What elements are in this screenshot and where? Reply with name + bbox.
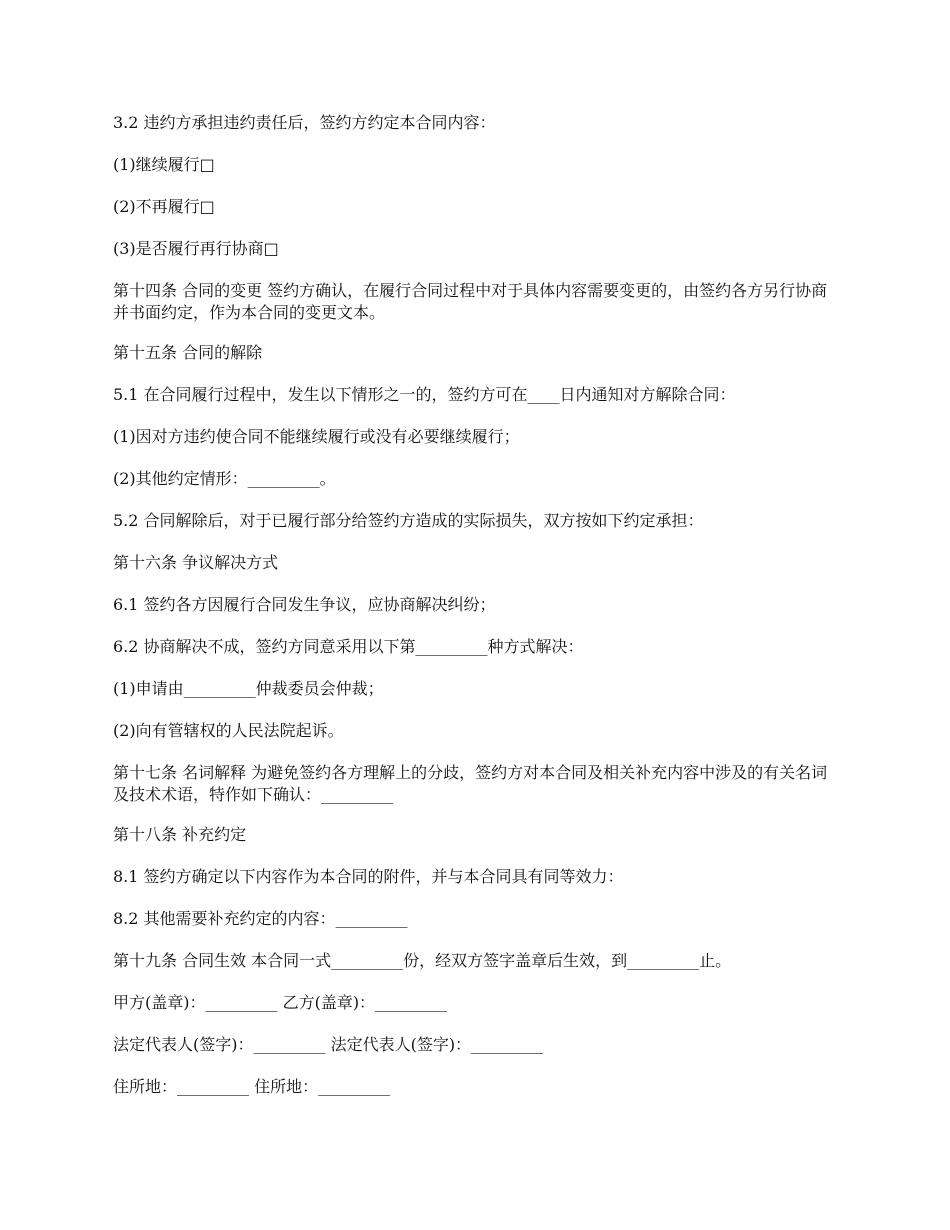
legal-representative-line: 法定代表人(签字)：_________ 法定代表人(签字)：_________ [113, 1035, 544, 1054]
option-no-longer-perform: (2)不再履行□ [113, 197, 215, 216]
termination-case-1: (1)因对方违约使合同不能继续履行或没有必要继续履行； [113, 427, 520, 446]
option-negotiate-performance: (3)是否履行再行协商□ [113, 239, 279, 258]
article-16-heading: 第十六条 争议解决方式 [113, 553, 279, 572]
termination-case-2: (2)其他约定情形：_________。 [113, 469, 336, 488]
clause-5-2: 5.2 合同解除后，对于已履行部分给签约方造成的实际损失，双方按如下约定承担： [113, 511, 704, 530]
clause-8-2: 8.2 其他需要补充约定的内容：_________ [113, 909, 408, 928]
article-18-heading: 第十八条 补充约定 [113, 825, 247, 844]
clause-8-1: 8.1 签约方确定以下内容作为本合同的附件，并与本合同具有同等效力： [113, 867, 624, 886]
address-line: 住所地：_________ 住所地：_________ [113, 1077, 391, 1096]
article-17-definitions: 第十七条 名词解释 为避免签约各方理解上的分歧，签约方对本合同及相关补充内容中涉及的有关名词及技术术语，特作如下确认：_________ [113, 763, 828, 804]
option-continue-performance: (1)继续履行□ [113, 155, 215, 174]
article-15-heading: 第十五条 合同的解除 [113, 343, 263, 362]
dispute-option-court: (2)向有管辖权的人民法院起诉。 [113, 721, 344, 740]
clause-3-2: 3.2 违约方承担违约责任后，签约方约定本合同内容： [113, 113, 496, 132]
party-seal-line: 甲方(盖章)：_________ 乙方(盖章)：_________ [113, 993, 448, 1012]
clause-5-1: 5.1 在合同履行过程中，发生以下情形之一的，签约方可在____日内通知对方解除合同： [113, 385, 736, 404]
clause-6-1: 6.1 签约各方因履行合同发生争议，应协商解决纠纷； [113, 595, 496, 614]
clause-6-2: 6.2 协商解决不成，签约方同意采用以下第_________种方式解决： [113, 637, 584, 656]
article-14-contract-change: 第十四条 合同的变更 签约方确认，在履行合同过程中对于具体内容需要变更的，由签约各方另行协商并书面约定，作为本合同的变更文本。 [113, 281, 828, 322]
article-19-effectiveness: 第十九条 合同生效 本合同一式_________份，经双方签字盖章后生效，到_________止。 [113, 951, 732, 970]
document-body [113, 112, 838, 1118]
dispute-option-arbitration: (1)申请由_________仲裁委员会仲裁； [113, 679, 384, 698]
